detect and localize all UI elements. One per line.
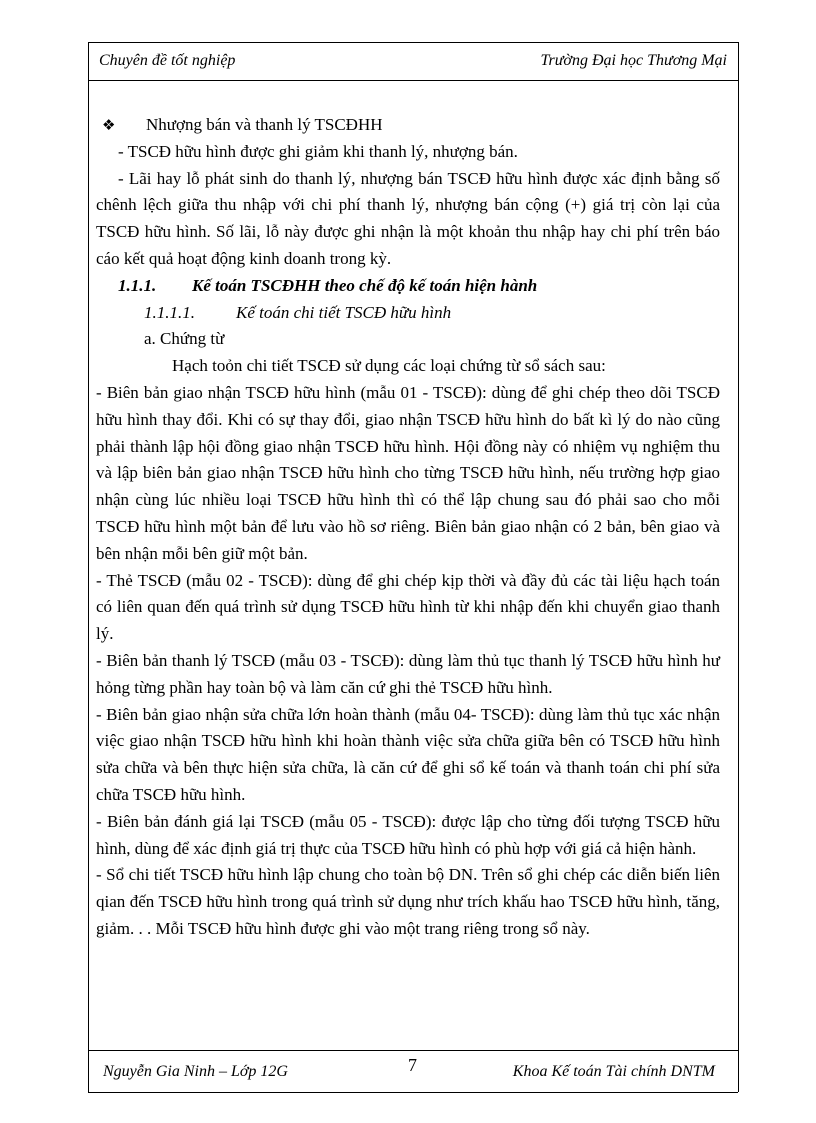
paragraph-3: - Biên bản giao nhận TSCĐ hữu hình (mẫu 01 - TSCĐ): dùng để ghi chép theo dõi TSCĐ hữu hình thay đổi. Khi có sự thay đổi, giao nhận TSCĐ hữu hình do bất kì lý do nào cũng phải thành lập hội đồng giao nhận TSCĐ hữu hình. Hội đồng này có nhiệm vụ nghiệm thu và lập biên bản giao nhận TSCĐ hữu hình cho từng TSCĐ hữu hình, nếu trường hợp giao nhận cùng lúc nhiều loại TSCĐ hữu hình thì có thể lập chung sau đó phải sao cho mỗi TSCĐ hữu hình một bản để lưu vào hồ sơ riêng. Biên bản giao nhận có 2 bản, bên giao và bên nhận mỗi bên giữ một bản. (96, 382, 720, 563)
intro-line: Hạch toỏn chi tiết TSCĐ sử dụng các loại chứng từ sổ sách sau: (172, 356, 606, 376)
frame-bottom (88, 1092, 738, 1093)
frame-top (88, 42, 738, 43)
page-header (99, 52, 727, 76)
frame-header-rule (88, 80, 738, 81)
page-number: 7 (408, 1055, 417, 1075)
paragraph-8: - Sổ chi tiết TSCĐ hữu hình lập chung cho toàn bộ DN. Trên sổ ghi chép các diễn biến liên qian đến TSCĐ hữu hình trong quá trình sử dụng như trích khấu hao TSCĐ hữu hình, tăng, giảm. . . Mỗi TSCĐ hữu hình được ghi vào một trang riêng trong sổ này. (96, 865, 720, 938)
section-title: Kế toán TSCĐHH theo chế độ kế toán hiện hành (192, 275, 538, 295)
frame-right (738, 42, 739, 1092)
paragraph-1: - TSCĐ hữu hình được ghi giảm khi thanh lý, nhượng bán. (118, 141, 518, 161)
frame-left (88, 42, 89, 1092)
section-heading-1-1-1 (96, 273, 720, 300)
paragraph-4: - Thẻ TSCĐ (mẫu 02 - TSCĐ): dùng để ghi chép kịp thời và đầy đủ các tài liệu hạch toán có liên quan đến quá trình sử dụng TSCĐ hữu hình từ khi nhập đến khi chuyển giao thanh lý. (96, 570, 720, 644)
diamond-bullet-icon: ❖ (102, 116, 116, 134)
footer-right: Khoa Kế toán Tài chính DNTM (512, 1063, 715, 1080)
frame-footer-rule (88, 1050, 738, 1051)
section-number: 1.1.1. (118, 275, 157, 295)
paragraph-5: - Biên bản thanh lý TSCĐ (mẫu 03 - TSCĐ): dùng làm thủ tục thanh lý TSCĐ hữu hình hư hỏng từng phần hay toàn bộ và làm căn cứ ghi thẻ TSCĐ hữu hình. (96, 650, 720, 697)
header-left: Chuyên đề tốt nghiệp (99, 52, 236, 69)
header-right: Trường Đại học Thương Mại (540, 52, 727, 69)
bullet-text: Nhượng bán và thanh lý TSCĐHH (146, 115, 383, 134)
item-heading: a. Chứng từ (144, 329, 225, 349)
paragraph-2: - Lãi hay lỗ phát sinh do thanh lý, nhượng bán TSCĐ hữu hình được xác định bằng số chênh lệch giữa thu nhập với chi phí thanh lý, nhượng bán cộng (+) giá trị còn lại của TSCĐ hữu hình. Số lãi, lỗ này được ghi nhận là một khoản thu nhập hay chi phí trên báo cáo kết quả hoạt động kinh doanh trong kỳ. (96, 168, 720, 268)
subsection-heading (96, 300, 720, 327)
subsection-title: Kế toán chi tiết TSCĐ hữu hình (236, 302, 452, 322)
paragraph-6: - Biên bản giao nhận sửa chữa lớn hoàn thành (mẫu 04- TSCĐ): dùng làm thủ tục xác nhận việc giao nhận TSCĐ hữu hình khi hoàn thành việc sửa chữa giữa bên có TSCĐ hữu hình sửa chữa và bên thực hiện sửa chữa, là căn cứ để ghi sổ kế toán và thanh toán chi phí sửa chữa TSCĐ hữu hình. (96, 704, 720, 804)
subsection-number: 1.1.1.1. (144, 302, 195, 322)
paragraph-7: - Biên bản đánh giá lại TSCĐ (mẫu 05 - TSCĐ): được lập cho từng đối tượng TSCĐ hữu hình, dùng để xác định giá trị thực của TSCĐ hữu hình có phù hợp với giá cả hiện hành. (96, 811, 720, 858)
bullet-heading (96, 112, 720, 139)
document-body (96, 112, 720, 943)
footer-left: Nguyễn Gia Ninh – Lớp 12G (103, 1063, 288, 1080)
